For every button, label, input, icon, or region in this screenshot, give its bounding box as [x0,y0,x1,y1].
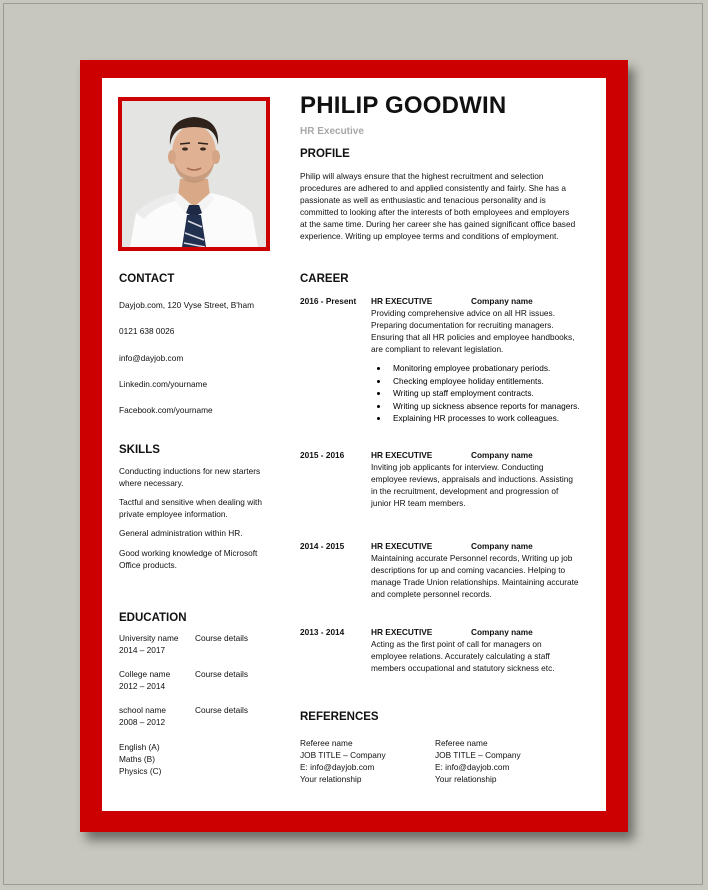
education-details: Course details [195,669,249,679]
career-heading: CAREER [300,273,349,285]
skill-line: where necessary. [119,478,184,488]
job-line: and complete personnel records. [371,589,492,599]
grade-item: English (A) [119,742,160,752]
person-photo-icon [122,101,266,247]
skill-line: Office products. [119,560,177,570]
education-years: 2012 – 2014 [119,681,166,691]
education-entry [119,632,178,656]
contact-address: Dayjob.com, 120 Vyse Street, B'ham [119,300,255,310]
profile-photo [122,101,266,247]
job-title-label: HR EXECUTIVE [371,296,433,306]
job-bullet: • Writing up sickness absence reports for managers. [389,400,614,413]
job-title-label: HR EXECUTIVE [371,627,433,637]
grade-item: Maths (B) [119,754,155,764]
job-line: manage Trade Union relationships. Maintaining accurate [371,577,579,587]
contact-phone[interactable]: 0121 638 0026 [119,326,175,336]
skill-line: private employee information. [119,509,228,519]
reference-entry [300,737,386,785]
job-dates: 2016 - Present [300,296,357,306]
skill-line: General administration within HR. [119,528,243,538]
referee-relationship: Your relationship [435,774,497,784]
education-years: 2008 – 2012 [119,717,166,727]
skills-heading: SKILLS [119,444,160,456]
job-line: are compliant to relevant legislation. [371,344,504,354]
resume-page [102,78,606,811]
job-description [371,461,596,509]
profile-line: passionate as well as enthusiastic and tenacious personality and is [300,195,546,205]
referee-email[interactable]: E: info@dayjob.com [435,762,510,772]
references-heading: REFERENCES [300,711,379,723]
job-company: Company name [471,450,533,460]
profile-photo-frame [118,97,270,251]
profile-line: Philip will always ensure that the highest recruitment and selection [300,171,544,181]
job-description [371,552,601,600]
job-bullet: • Checking employee holiday entitlements. [389,375,614,388]
candidate-name: PHILIP GOODWIN [300,92,507,119]
profile-line: experience. Writing up employee terms and conditions of employment. [300,231,559,241]
job-line: members occupational and statutory sickness etc. [371,663,555,673]
skill-line: Conducting inductions for new starters [119,466,261,476]
job-line: employee relations. Accurately calculating a staff [371,651,550,661]
job-description [371,307,596,355]
job-company: Company name [471,296,533,306]
education-details: Course details [195,633,249,643]
contact-email[interactable]: info@dayjob.com [119,353,184,363]
job-line: Providing comprehensive advice on all HR issues. [371,308,556,318]
resume-sheet [80,60,628,832]
job-line: Preparing documentation for recruiting managers. [371,320,554,330]
job-company: Company name [471,541,533,551]
job-dates: 2013 - 2014 [300,627,345,637]
job-line: Ensuring that all HR policies and employee handbooks, [371,332,575,342]
profile-line: procedures are adhered to and applied consistently and fairly. She has a [300,183,566,193]
education-grades [119,741,161,777]
education-institution: College name [119,669,171,679]
referee-job: JOB TITLE – Company [300,750,386,760]
contact-heading: CONTACT [119,273,175,285]
reference-entry [435,737,521,785]
contact-facebook[interactable]: Facebook.com/yourname [119,405,213,415]
education-entry [119,704,166,728]
profile-line: at the same time. During her career she has gained significant office based [300,219,576,229]
referee-name: Referee name [435,738,488,748]
skill-item [119,496,262,520]
job-bullet-list [373,362,614,425]
job-line: Acting as the first point of call for managers on [371,639,542,649]
referee-email[interactable]: E: info@dayjob.com [300,762,375,772]
job-line: employee reviews, appraisals and inductions. Assisting [371,474,573,484]
referee-relationship: Your relationship [300,774,362,784]
education-entry [119,668,170,692]
job-title-label: HR EXECUTIVE [371,541,433,551]
job-line: junior HR team members. [371,498,466,508]
education-years: 2014 – 2017 [119,645,166,655]
job-line: Maintaining accurate Personnel records, Writing up job [371,553,573,563]
skill-item [119,527,243,539]
job-line: descriptions for up and coming vacancies. Helping to [371,565,566,575]
job-title: HR Executive [300,126,364,137]
skill-line: Good working knowledge of Microsoft [119,548,258,558]
profile-text [300,170,595,242]
job-bullet: • Explaining HR processes to work colleagues. [389,412,614,425]
job-description [371,638,596,674]
job-title-label: HR EXECUTIVE [371,450,433,460]
job-company: Company name [471,627,533,637]
education-details: Course details [195,705,249,715]
job-dates: 2014 - 2015 [300,541,345,551]
education-institution: University name [119,633,179,643]
education-heading: EDUCATION [119,612,187,624]
skill-item [119,547,257,571]
grade-item: Physics (C) [119,766,162,776]
job-line: in the recruitment, development and progression of [371,486,559,496]
skill-item [119,465,260,489]
profile-line: committed to looking after the interests of both employees and employers [300,207,570,217]
job-bullet: • Writing up staff employment contracts. [389,387,614,400]
skill-line: Tactful and sensitive when dealing with [119,497,262,507]
job-bullet: • Monitoring employee probationary periods. [389,362,614,375]
referee-name: Referee name [300,738,353,748]
profile-heading: PROFILE [300,148,350,160]
job-line: Inviting job applicants for interview. Conducting [371,462,544,472]
education-institution: school name [119,705,167,715]
referee-job: JOB TITLE – Company [435,750,521,760]
job-dates: 2015 - 2016 [300,450,345,460]
contact-linkedin[interactable]: Linkedin.com/yourname [119,379,208,389]
